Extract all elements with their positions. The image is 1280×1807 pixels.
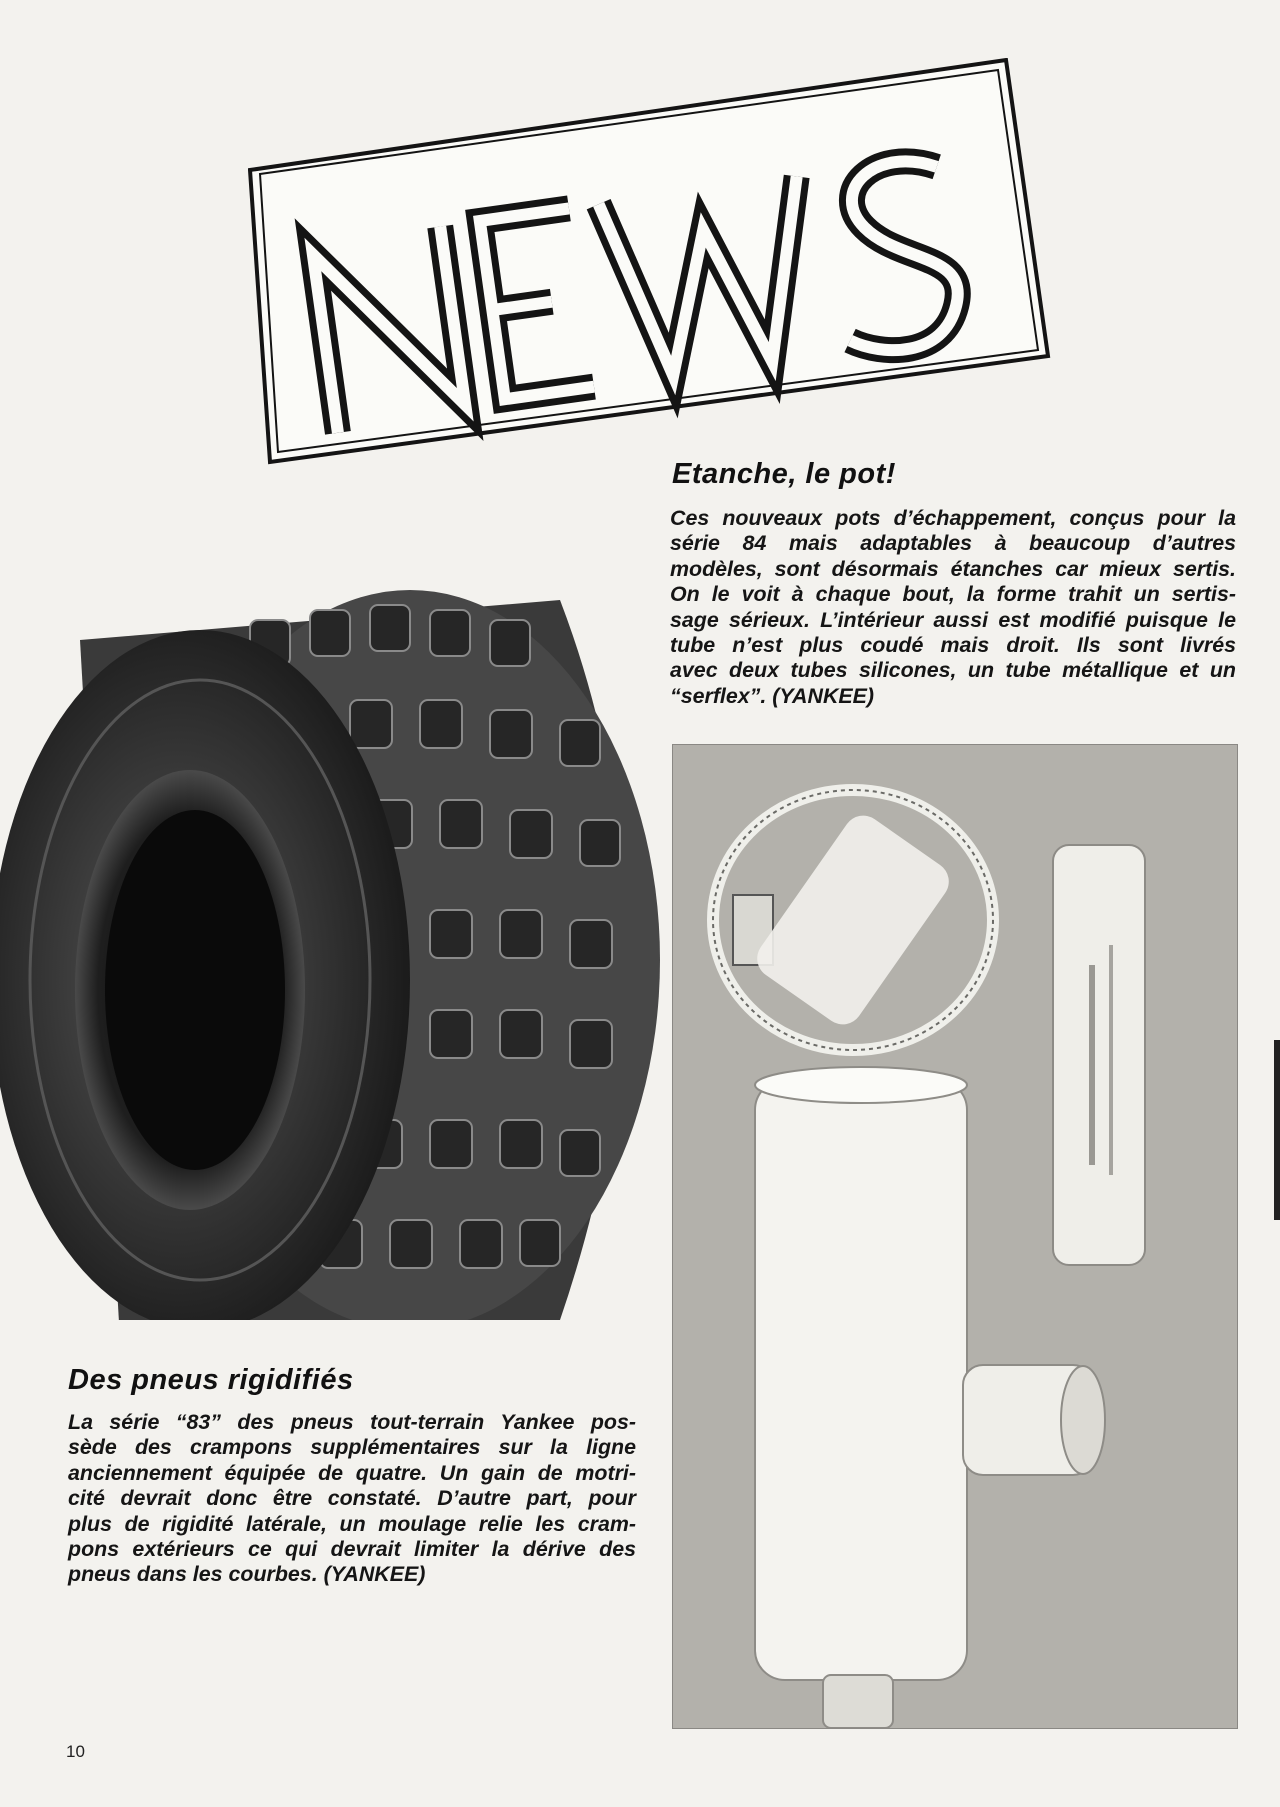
body-line: série 84 mais adaptables à beaucoup d’autres bbox=[670, 531, 1236, 556]
exhaust-illustration bbox=[673, 745, 1237, 1728]
body-line: tube n’est plus coudé mais droit. Ils sont livrés bbox=[670, 633, 1236, 658]
body-line: modèles, sont désormais étanches car mieux sertis. bbox=[670, 556, 1236, 581]
body-line: anciennement équipée de quatre. Un gain de motri- bbox=[68, 1460, 636, 1485]
body-line: pneus dans les courbes. (YANKEE) bbox=[68, 1562, 426, 1587]
tire-illustration bbox=[0, 560, 680, 1360]
body-line: Ces nouveaux pots d’échappement, conçus pour la bbox=[670, 506, 1236, 530]
body-line: La série “83” des pneus tout-terrain Yankee pos- bbox=[68, 1410, 636, 1434]
body-line: On le voit à chaque bout, la forme trahit un sertis- bbox=[670, 582, 1236, 607]
exhaust-photo bbox=[672, 744, 1238, 1729]
news-logo bbox=[248, 58, 1058, 478]
article-body-exhaust bbox=[670, 506, 1236, 709]
news-logo-graphic bbox=[248, 58, 1058, 478]
article-title-exhaust: Etanche, le pot! bbox=[672, 458, 896, 490]
body-line: avec deux tubes silicones, un tube métallique et un bbox=[670, 658, 1236, 683]
tire-photo bbox=[0, 560, 680, 1360]
body-line: “serflex”. (YANKEE) bbox=[670, 683, 875, 708]
body-line: sage sérieux. L’intérieur aussi est modifié puisque le bbox=[670, 607, 1236, 632]
article-title-tires: Des pneus rigidifiés bbox=[68, 1364, 354, 1396]
body-line: plus de rigidité latérale, un moulage relie les cram- bbox=[68, 1511, 636, 1536]
page-number: 10 bbox=[66, 1742, 85, 1761]
article-body-tires bbox=[68, 1410, 636, 1588]
body-line: sède des crampons supplémentaires sur la ligne bbox=[68, 1435, 636, 1460]
body-line: cité devrait donc être constaté. D’autre part, pour bbox=[68, 1486, 636, 1511]
body-line: pons extérieurs ce qui devrait limiter la dérive des bbox=[68, 1537, 636, 1562]
scan-edge-mark bbox=[1274, 1040, 1280, 1220]
